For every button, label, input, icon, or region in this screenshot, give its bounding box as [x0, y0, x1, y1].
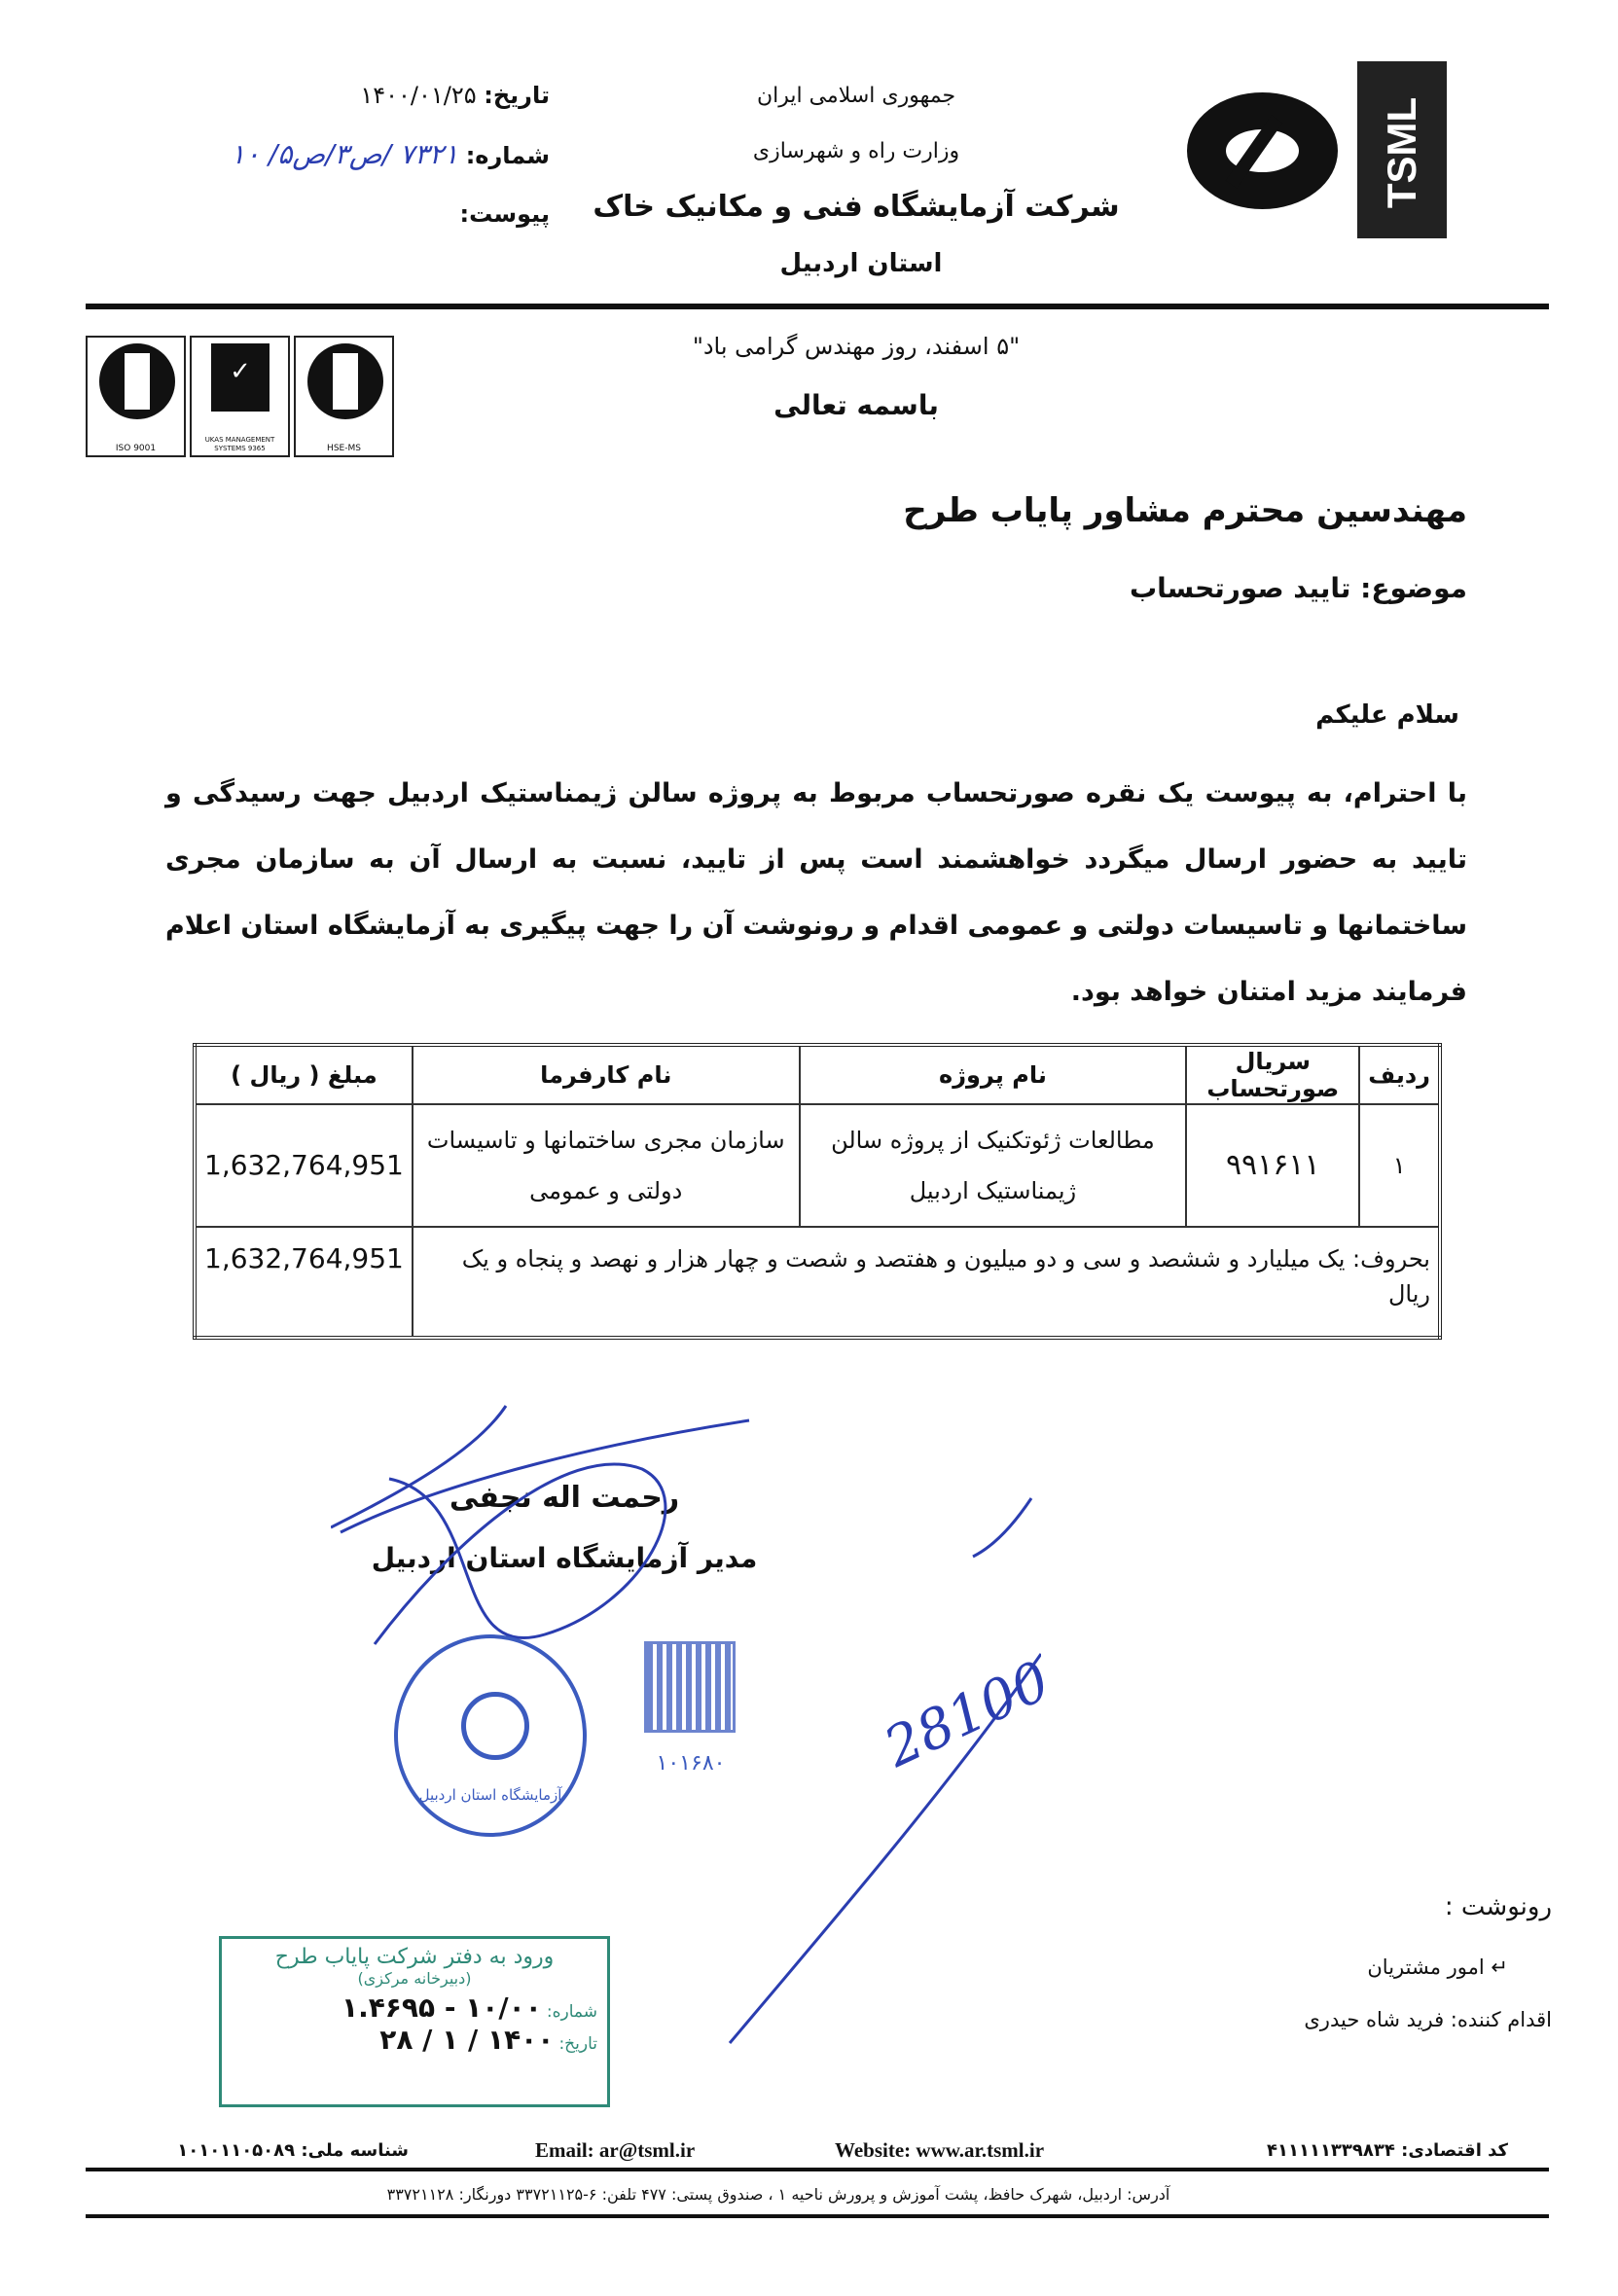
subject: موضوع: تایید صورتحساب — [1129, 572, 1467, 604]
handwritten-note: 28100 — [875, 1649, 1060, 1780]
seal-text: آزمایشگاه استان اردبیل — [418, 1786, 562, 1804]
total-amount: 1,632,764,951 — [195, 1227, 413, 1338]
date-value: ۱۴۰۰/۰۱/۲۵ — [360, 82, 477, 109]
col-header-employer: نام کارفرما — [413, 1045, 800, 1104]
row-employer: سازمان مجری ساختمانها و تاسیسات دولتی و عمومی — [413, 1104, 800, 1227]
qr-number: ۱۰۱۶۸۰ — [656, 1751, 726, 1776]
row-index: ۱ — [1359, 1104, 1440, 1227]
greeting: سلام علیکم — [1315, 700, 1459, 730]
table-total-row — [195, 1227, 1440, 1338]
date-field — [311, 82, 550, 109]
entry-stamp-subtitle: (دبیرخانه مرکزی) — [357, 1969, 472, 1988]
signature-scribble — [331, 1401, 759, 1654]
company-emblem-icon — [1187, 92, 1338, 209]
header-divider — [86, 304, 1549, 309]
row-amount: 1,632,764,951 — [195, 1104, 413, 1227]
table-row — [195, 1104, 1440, 1227]
number-value: ۷۳۲۱ /ص۳/ص۵/ ۱۰ — [230, 138, 459, 170]
table-header-row — [195, 1045, 1440, 1104]
col-header-project: نام پروژه — [800, 1045, 1187, 1104]
col-header-serial: سریال صورتحساب — [1186, 1045, 1359, 1104]
body-paragraph: با احترام، به پیوست یک نقره صورتحساب مربوط به پروژه سالن ژیمناستیک اردبیل جهت رسیدگی و تایید به حضور ارسال میگردد خواهشمند است پس از تایید، نسبت به ارسال آن به سازمان مجری ساختمانها و تاسیسات دولتی و عمومی اقدام و رونوشت آن را جهت پیگیری به آزمایشگاه استان اعلام فرمایند مزید امتنان خواهد بود. — [165, 778, 1467, 1007]
tsml-logo — [1357, 61, 1447, 238]
footer-divider-top — [86, 2168, 1549, 2171]
website: Website: www.ar.tsml.ir — [835, 2138, 1045, 2162]
basmala: باسمه تعالی — [773, 389, 939, 421]
ministry-name: وزارت راه و شهرسازی — [752, 139, 960, 163]
row-serial: ۹۹۱۶۱۱ — [1186, 1104, 1359, 1227]
number-label: شماره: — [465, 142, 550, 169]
arrow-icon: ↵ — [1491, 1955, 1508, 1979]
entry-stamp-title: ورود به دفتر شرکت پایاب طرح — [274, 1945, 555, 1969]
country-name: جمهوری اسلامی ایران — [756, 84, 956, 108]
economic-code: کد اقتصادی: ۴۱۱۱۱۱۳۳۹۸۳۴ — [1267, 2140, 1508, 2161]
number-field — [156, 138, 550, 170]
signer-title: مدیر آزمایشگاه استان اردبیل — [371, 1542, 758, 1574]
cc-label: رونوشت : — [1444, 1892, 1552, 1921]
entry-stamp: ورود به دفتر شرکت پایاب طرح (دبیرخانه مرکزی) شماره: ۱۰/۰۰ - ۱.۴۶۹۵ تاریخ: ۱۴۰۰ / ۱ / ۲۸ — [219, 1936, 610, 2107]
amount-in-words: بحروف: یک میلیارد و ششصد و سی و دو میلیون و هفتصد و شصت و چهار هزار و نهصد و پنجاه و یک ریال — [413, 1227, 1440, 1338]
hse-ms-logo: HSE-MS — [294, 336, 394, 457]
entry-number: ۱۰/۰۰ - ۱.۴۶۹۵ — [341, 1991, 542, 2024]
action-by: اقدام کننده: فرید شاه حیدری — [1304, 2008, 1552, 2031]
slogan: "۵ اسفند، روز مهندس گرامی باد" — [692, 333, 1021, 360]
footer-divider-bottom — [86, 2214, 1549, 2218]
company-name: شرکت آزمایشگاه فنی و مکانیک خاک — [593, 190, 1120, 224]
col-header-amount: مبلغ ( ریال ) — [195, 1045, 413, 1104]
address: آدرس: اردبیل، شهرک حافظ، پشت آموزش و پرورش ناحیه ۱ ، صندوق پستی: ۴۷۷ تلفن: ۶-۳۳۷۲۱۱۲۵ دورنگار: ۳۳۷۲۱۱۲۸ — [386, 2185, 1170, 2204]
invoice-table — [193, 1043, 1442, 1340]
iso-9001-logo: ISO 9001 — [86, 336, 186, 457]
official-seal — [394, 1634, 587, 1837]
certification-logos — [86, 336, 394, 457]
entry-date: ۱۴۰۰ / ۱ / ۲۸ — [379, 2024, 555, 2056]
tsml-logo-text: TSML — [1379, 96, 1424, 209]
row-project: مطالعات ژئوتکنیک از پروژه سالن ژیمناستیک اردبیل — [800, 1104, 1187, 1227]
cc-item: ↵ امور مشتریان — [1367, 1955, 1508, 1979]
letter-content — [165, 761, 1467, 1340]
col-header-index: ردیف — [1359, 1045, 1440, 1104]
national-id: شناسه ملی: ۱۰۱۰۱۱۰۵۰۸۹ — [177, 2140, 409, 2161]
handwritten-stroke — [720, 1489, 1041, 2053]
province-name: استان اردبیل — [779, 249, 943, 278]
recipient: مهندسین محترم مشاور پایاب طرح — [903, 491, 1467, 530]
ukas-logo: ✓ UKAS MANAGEMENT SYSTEMS 9365 — [190, 336, 290, 457]
signer-name: رحمت اله نجفی — [449, 1481, 680, 1515]
attachment-label: پیوست: — [459, 200, 550, 228]
date-label: تاریخ: — [484, 82, 550, 109]
email: Email: ar@tsml.ir — [535, 2138, 696, 2162]
